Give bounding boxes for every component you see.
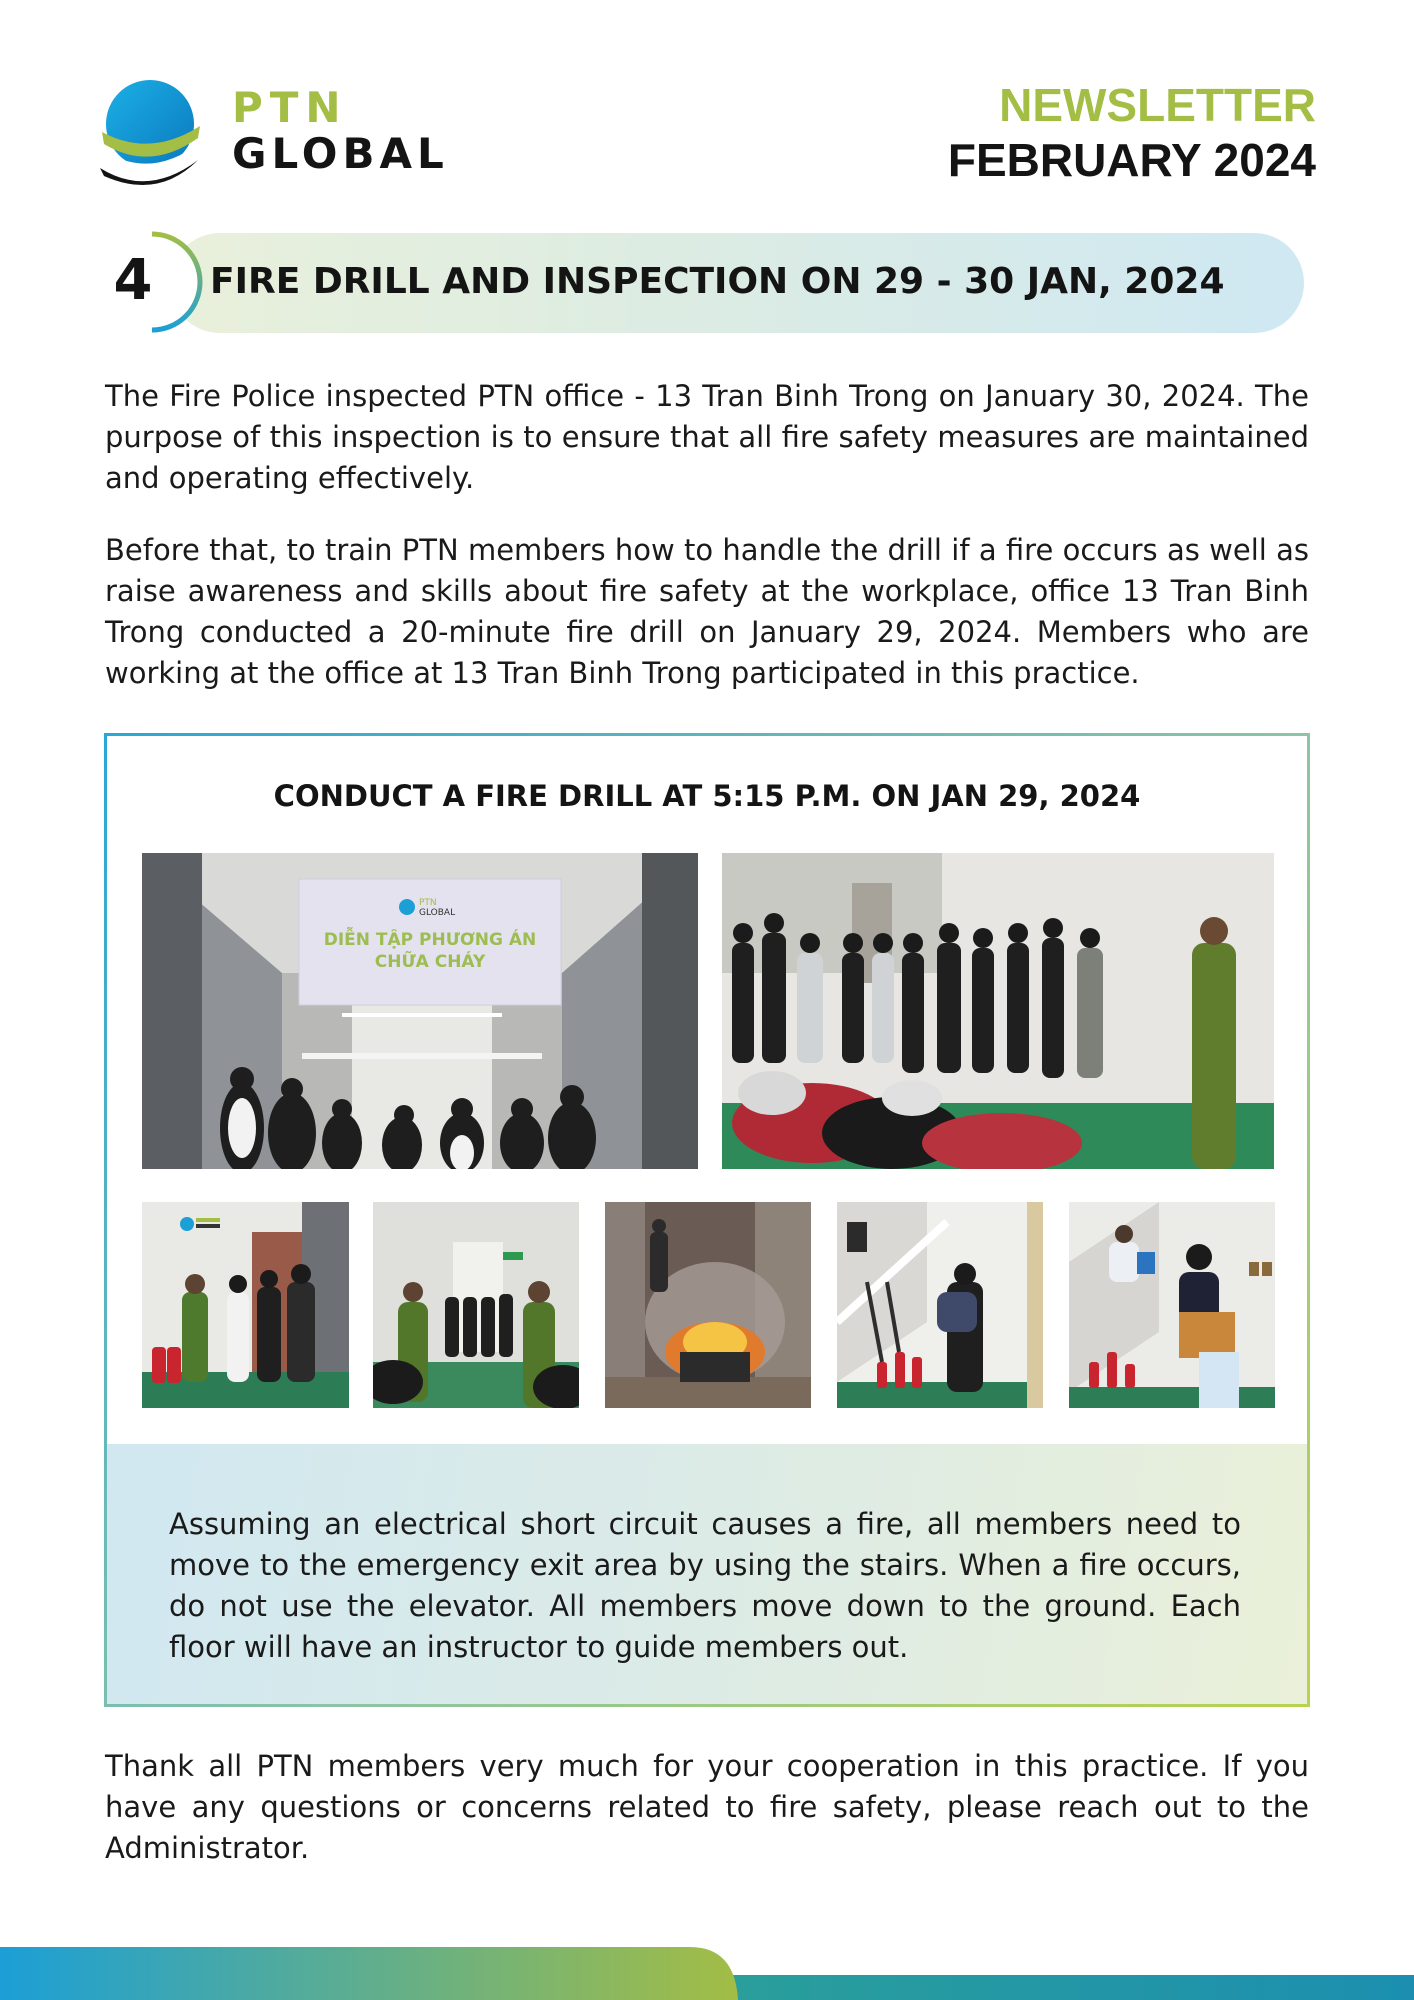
photo-carrying-boxes xyxy=(1069,1202,1275,1408)
footer-gradient-band xyxy=(0,1947,1414,2000)
photo-lobby-briefing xyxy=(373,1202,579,1408)
banner-logo-top: PTN xyxy=(419,898,437,908)
brand-bottom: GLOBAL xyxy=(232,129,449,178)
inspection-paragraph: The Fire Police inspected PTN office - 13 Tran Binh Trong on January 30, 2024. The purpose of this inspection is to ensure that all fire safety measures are maintained and operating effectively. xyxy=(105,379,1309,495)
photo-group-with-officer xyxy=(722,853,1274,1169)
section-heading xyxy=(100,230,1304,334)
ptn-globe-logo xyxy=(98,80,202,192)
drill-scenario-note xyxy=(107,1444,1307,1704)
photo-fire-extinguishing xyxy=(605,1202,811,1408)
issue-month: FEBRUARY 2024 xyxy=(947,134,1316,186)
section-number: 4 xyxy=(113,248,153,313)
drill-paragraph: Before that, to train PTN members how to handle the drill if a fire occurs as well as raise awareness and skills about fire safety at the workplace, office 13 Tran Binh Trong conducted a 20-minute fire drill on January 29, 2024. Members who are working at the office at 13 Tran Binh Trong participated in this practice. xyxy=(105,533,1309,690)
brand-top: PTN xyxy=(232,83,348,132)
brand-wordmark xyxy=(232,83,449,178)
drill-scenario-text: Assuming an electrical short circuit causes a fire, all members need to move to the emergency exit area by using the stairs. When a fire occurs, do not use the elevator. All members move down to the ground. Each floor will have an instructor to guide members out. xyxy=(169,1507,1241,1664)
photo-stair-rescue xyxy=(837,1202,1043,1408)
banner-line-1: DIỄN TẬP PHƯƠNG ÁN xyxy=(323,930,537,950)
fire-drill-box-title: CONDUCT A FIRE DRILL AT 5:15 P.M. ON JAN 29, 2024 xyxy=(273,779,1141,813)
banner-line-2: CHỮA CHÁY xyxy=(374,952,486,972)
fire-drill-box xyxy=(104,733,1310,1707)
section-title: FIRE DRILL AND INSPECTION ON 29 - 30 JAN, 2024 xyxy=(210,261,1225,302)
newsletter-label: NEWSLETTER xyxy=(999,79,1316,131)
thank-you-paragraph: Thank all PTN members very much for your cooperation in this practice. If you have any questions or concerns related to fire safety, please reach out to the Administrator. xyxy=(105,1749,1309,1865)
newsletter-masthead xyxy=(948,78,1316,188)
photo-extinguisher-demo xyxy=(142,1202,349,1408)
photo-corridor-banner xyxy=(142,853,698,1169)
banner-logo-bottom: GLOBAL xyxy=(419,908,456,918)
